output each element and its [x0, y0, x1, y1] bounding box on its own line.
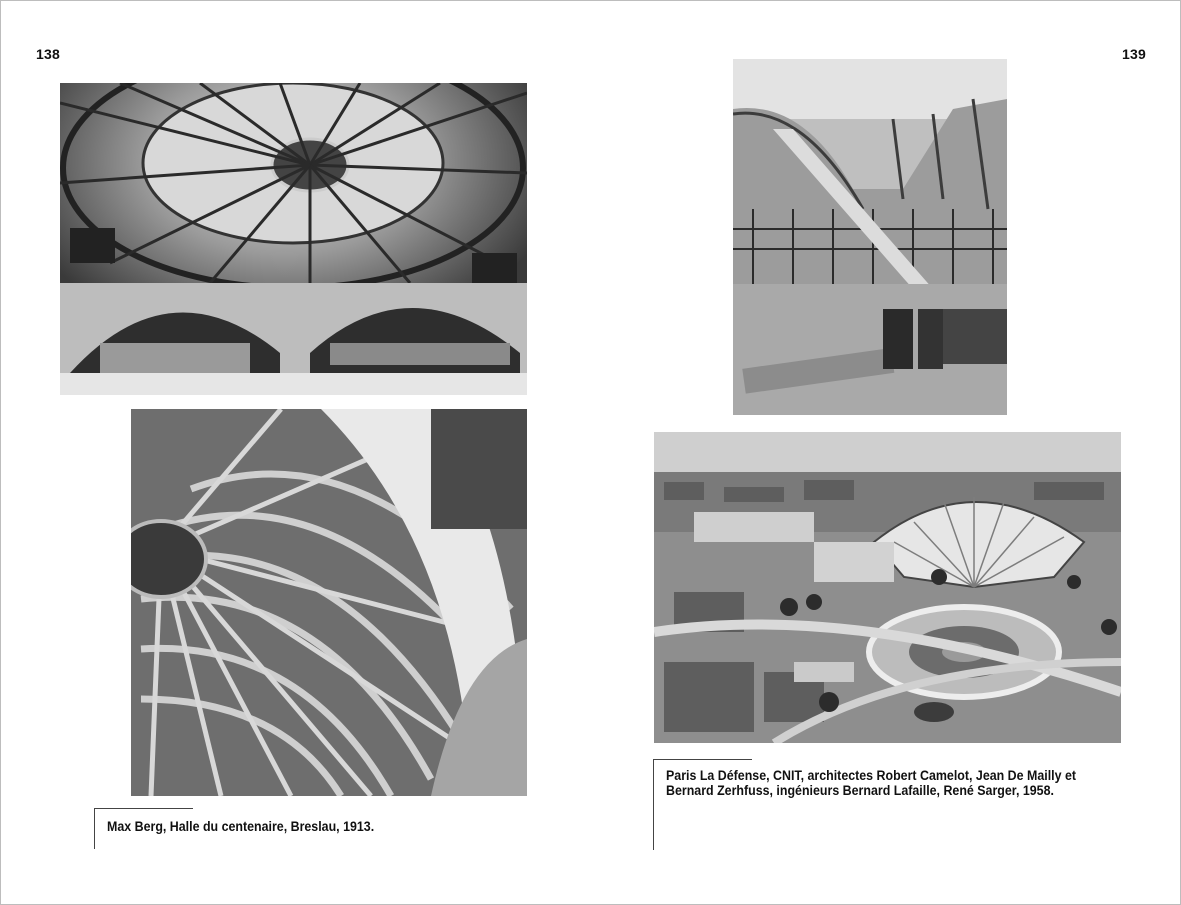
caption-right [666, 768, 1076, 798]
dome-interior-photo [60, 83, 527, 395]
construction-site-photo [733, 59, 1007, 415]
dome-ribs-photo [131, 409, 527, 796]
aerial-cnit-photo [654, 432, 1121, 743]
caption-right-line-2: Bernard Zerhfuss, ingénieurs Bernard Lafaille, René Sarger, 1958. [666, 783, 1054, 798]
caption-left: Max Berg, Halle du centenaire, Breslau, 1913. [107, 819, 375, 834]
page-number-left: 138 [36, 46, 60, 62]
page-number-right: 139 [1122, 46, 1146, 62]
caption-right-line-1: Paris La Défense, CNIT, architectes Robert Camelot, Jean De Mailly et [666, 768, 1077, 783]
